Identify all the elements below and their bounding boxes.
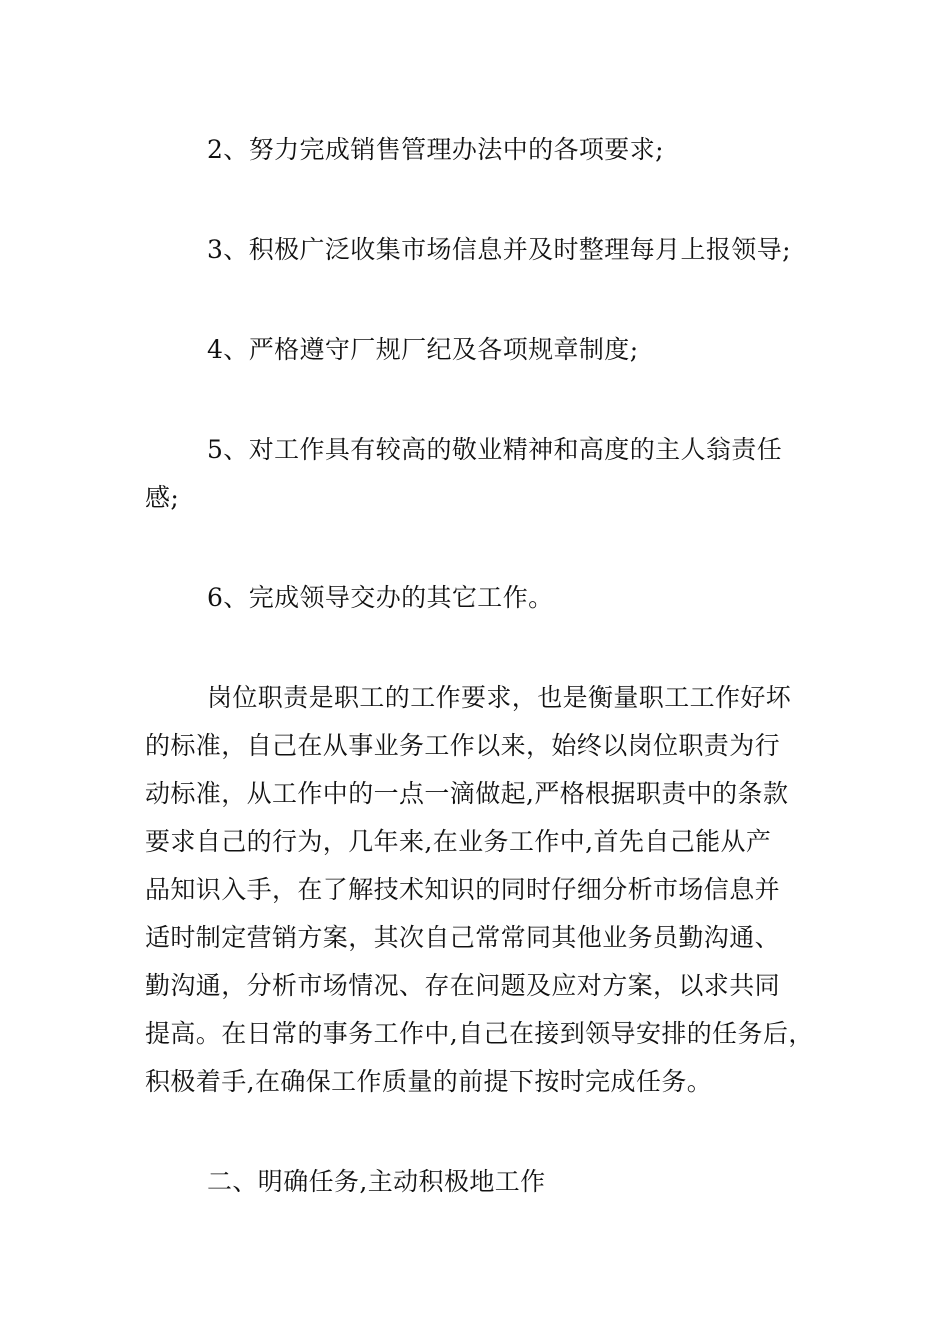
section-heading: 二、明确任务,主动积极地工作 <box>207 1167 546 1196</box>
paragraph-line: 要求自己的行为，几年来,在业务工作中,首先自己能从产 <box>145 827 772 856</box>
paragraph-line: 品知识入手，在了解技术知识的同时仔细分析市场信息并 <box>145 875 781 904</box>
paragraph-line: 适时制定营销方案，其次自己常常同其他业务员勤沟通、 <box>145 923 781 952</box>
paragraph-line: 的标准，自己在从事业务工作以来，始终以岗位职责为行 <box>145 731 781 760</box>
paragraph-line: 积极着手,在确保工作质量的前提下按时完成任务。 <box>145 1067 713 1096</box>
paragraph-line: 勤沟通，分析市场情况、存在问题及应对方案，以求共同 <box>145 971 781 1000</box>
list-item-3: 3、积极广泛收集市场信息并及时整理每月上报领导; <box>207 235 791 264</box>
list-item-5: 5、对工作具有较高的敬业精神和高度的主人翁责任 <box>207 435 783 464</box>
paragraph-line: 岗位职责是职工的工作要求，也是衡量职工工作好坏 <box>207 683 792 712</box>
list-item-4: 4、严格遵守厂规厂纪及各项规章制度; <box>207 335 639 364</box>
list-item-6: 6、完成领导交办的其它工作。 <box>207 583 554 612</box>
paragraph-line: 提高。在日常的事务工作中,自己在接到领导安排的任务后， <box>145 1019 814 1048</box>
paragraph-line: 动标准，从工作中的一点一滴做起,严格根据职责中的条款 <box>145 779 789 808</box>
list-item-5-continuation: 感; <box>145 483 180 512</box>
list-item-2: 2、努力完成销售管理办法中的各项要求; <box>207 135 664 164</box>
